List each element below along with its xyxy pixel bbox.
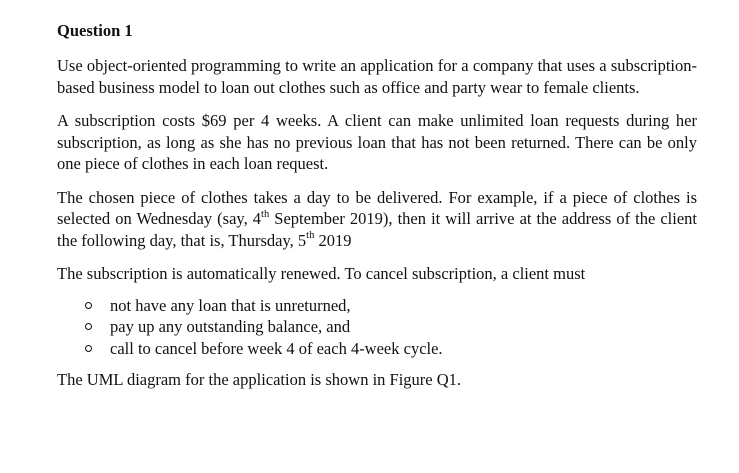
paragraph-subscription: A subscription costs $69 per 4 weeks. A client can make unlimited loan requests during her subscription, as long as she has no previous loan that has not been returned. There can be only one piece of clothes in each loan request. <box>57 111 697 173</box>
delivery-text-part2: September 2019), then it will arrive at the address of the client the following day, that is, Thursday, 5 <box>57 209 697 250</box>
list-item <box>57 316 697 338</box>
list-item-text: pay up any outstanding balance, and <box>110 317 351 336</box>
question-heading: Question 1 <box>57 21 133 40</box>
paragraph-delivery <box>57 187 697 252</box>
paragraph-intro: Use object-oriented programming to write an application for a company that uses a subscription-based business model to loan out clothes such as office and party wear to female clients. <box>57 56 697 97</box>
paragraph-renewal: The subscription is automatically renewed. To cancel subscription, a client must <box>57 264 586 283</box>
list-item <box>57 338 697 360</box>
delivery-text-part1: The chosen piece of clothes takes a day to be delivered. For example, if a piece of clothes is selected on Wednesday (say, 4 <box>57 187 697 228</box>
list-item <box>57 295 697 317</box>
hollow-circle-bullet-icon <box>85 323 92 330</box>
ordinal-suffix: th <box>261 208 270 220</box>
question-document <box>57 20 697 391</box>
cancellation-conditions-list <box>57 295 697 360</box>
paragraph-uml-reference: The UML diagram for the application is shown in Figure Q1. <box>57 370 462 389</box>
list-item-text: call to cancel before week 4 of each 4-week cycle. <box>110 338 443 358</box>
delivery-text-part3: 2019 <box>314 230 352 250</box>
hollow-circle-bullet-icon <box>85 345 92 352</box>
ordinal-suffix: th <box>306 230 315 241</box>
list-item-text: not have any loan that is unreturned, <box>110 295 351 315</box>
hollow-circle-bullet-icon <box>85 302 92 309</box>
